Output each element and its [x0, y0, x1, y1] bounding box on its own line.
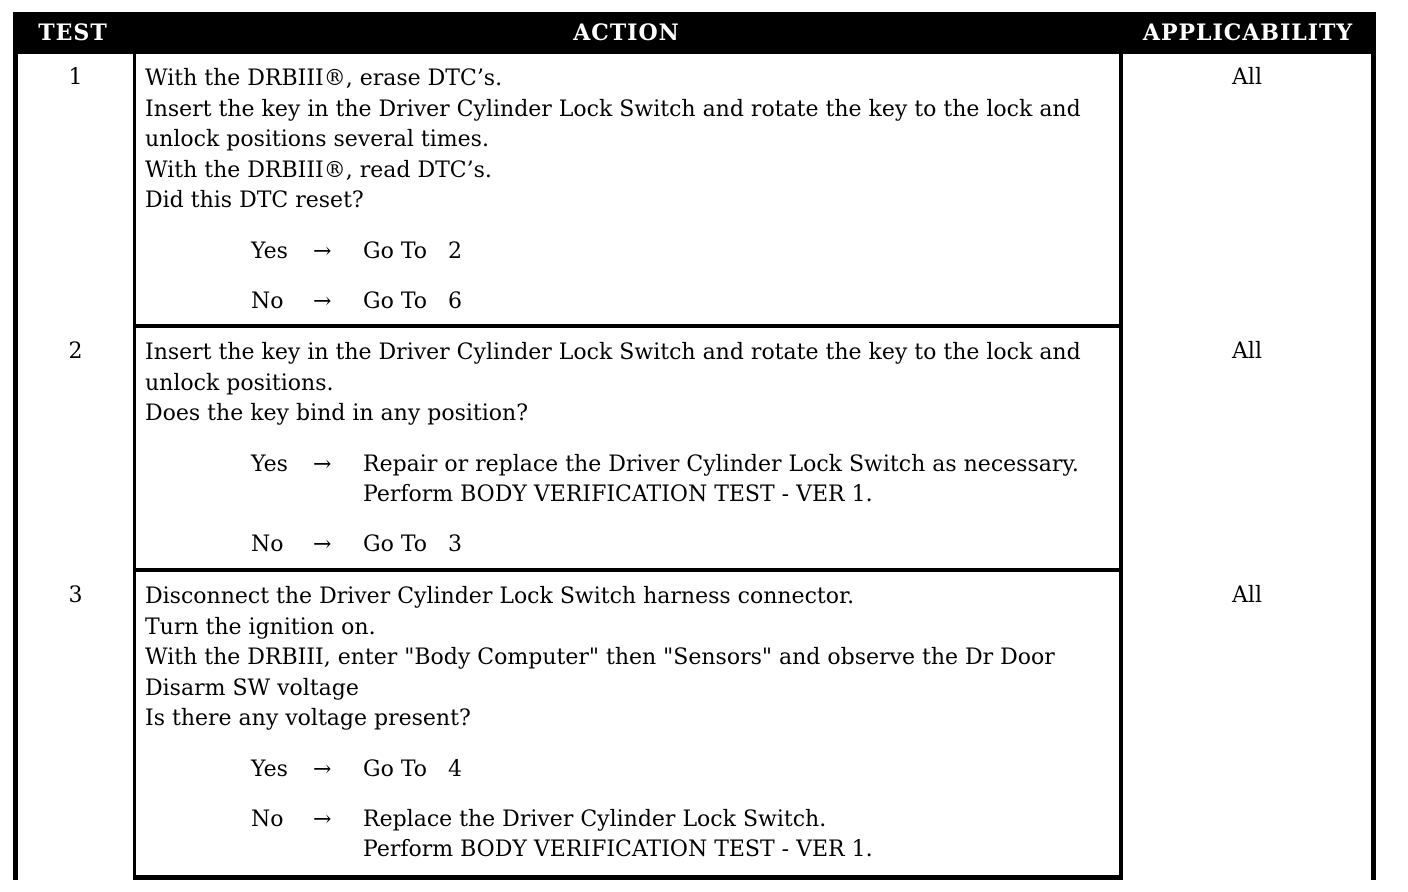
no-label: No	[251, 806, 284, 832]
no-label: No	[251, 288, 284, 314]
no-option	[145, 805, 1109, 865]
applicability-1: All	[1123, 54, 1371, 335]
applicability-2: All	[1123, 328, 1371, 579]
yes-result: Go To 2	[363, 238, 462, 264]
diagnostic-test-table	[13, 12, 1376, 880]
action-line: Turn the ignition on.	[145, 614, 376, 640]
action-line: Insert the key in the Driver Cylinder Lock Switch and rotate the key to the lock and	[145, 96, 1081, 122]
applicability-3: All	[1123, 572, 1371, 886]
header-applicability: APPLICABILITY	[1142, 20, 1354, 46]
test-number-3: 3	[18, 572, 133, 886]
no-label: No	[251, 531, 284, 557]
yes-label: Yes	[251, 238, 288, 264]
action-line: Is there any voltage present?	[145, 706, 471, 731]
no-result: Go To 3	[363, 531, 462, 557]
arrow-right-icon: →	[313, 806, 332, 832]
no-result: Replace the Driver Cylinder Lock Switch.	[363, 806, 827, 832]
arrow-right-icon: →	[313, 531, 332, 557]
action-line: With the DRBIII®, erase DTC’s.	[145, 66, 503, 91]
header-test: TEST	[38, 20, 108, 46]
arrow-right-icon: →	[313, 238, 332, 264]
action-line: Insert the key in the Driver Cylinder Lock Switch and rotate the key to the lock and	[145, 340, 1081, 365]
action-cell-2	[136, 328, 1119, 568]
yes-option	[145, 755, 1109, 785]
test-number-2: 2	[18, 328, 133, 579]
yes-result: Go To 4	[363, 756, 462, 782]
yes-label: Yes	[251, 756, 288, 782]
action-line: unlock positions several times.	[145, 127, 489, 152]
arrow-right-icon: →	[313, 451, 332, 477]
action-line: Disconnect the Driver Cylinder Lock Switch harness connector.	[145, 584, 855, 609]
arrow-right-icon: →	[313, 288, 332, 314]
action-cell-3	[136, 572, 1119, 875]
yes-option	[145, 237, 1109, 267]
action-line: With the DRBIII®, read DTC’s.	[145, 157, 492, 183]
action-line: Does the key bind in any position?	[145, 401, 528, 426]
no-option	[145, 530, 1109, 560]
no-option	[145, 287, 1109, 317]
yes-result-followup: Perform BODY VERIFICATION TEST - VER 1.	[363, 481, 873, 507]
test-number-1: 1	[18, 54, 133, 335]
header-action: ACTION	[573, 20, 680, 46]
yes-option	[145, 450, 1109, 510]
yes-label: Yes	[251, 451, 288, 477]
no-result-followup: Perform BODY VERIFICATION TEST - VER 1.	[363, 836, 873, 862]
yes-result: Repair or replace the Driver Cylinder Lock Switch as necessary.	[363, 451, 1079, 477]
arrow-right-icon: →	[313, 756, 332, 782]
action-line: unlock positions.	[145, 370, 334, 396]
action-line: Disarm SW voltage	[145, 675, 359, 701]
action-cell-1	[136, 54, 1119, 324]
action-line: With the DRBIII, enter "Body Computer" then "Sensors" and observe the Dr Door	[145, 645, 1055, 670]
action-line: Did this DTC reset?	[145, 188, 364, 213]
no-result: Go To 6	[363, 288, 462, 314]
